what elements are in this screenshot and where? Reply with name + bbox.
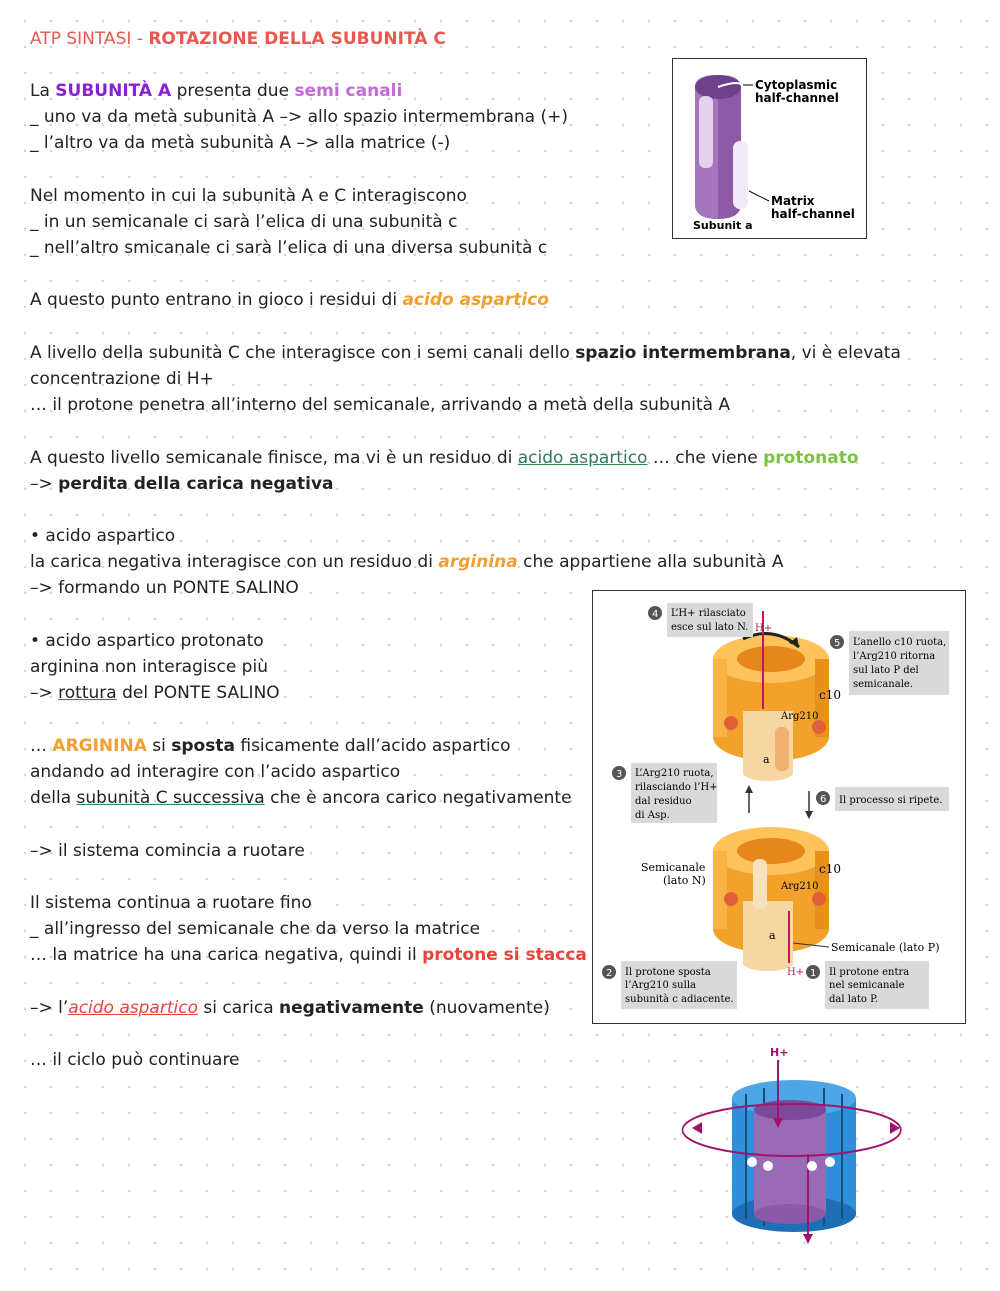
text-line: A questo livello semicanale finisce, ma vi è un residuo di acido aspartico … che viene protonato: [30, 448, 859, 468]
step-2-text-2: l’Arg210 sulla: [625, 980, 696, 991]
step-3-text-3: dal residuo: [635, 796, 692, 807]
text-line: _ l’altro va da metà subunità A –> alla matrice (-): [30, 133, 451, 153]
c-ring-rotation-figure: [592, 590, 966, 1024]
arg-label-bottom: Arg210: [781, 881, 819, 892]
subunit-a-label: Subunit a: [693, 219, 753, 232]
semicanale-n-label: Semicanale: [641, 861, 706, 874]
text-line: A questo punto entrano in gioco i residui di acido aspartico: [30, 290, 549, 310]
text-line: arginina non interagisce più: [30, 657, 268, 677]
c10-label-top: c10: [819, 688, 841, 702]
rotating-ring-figure: [672, 1044, 912, 1249]
step-3-text-2: rilasciando l’H+: [635, 782, 718, 793]
text-line: _ nell’altro smicanale ci sarà l’elica di una diversa subunità c: [30, 238, 548, 258]
arg-label-top: Arg210: [781, 711, 819, 722]
c10-label-bottom: c10: [819, 862, 841, 876]
text-line: … ARGININA si sposta fisicamente dall’acido aspartico: [30, 736, 511, 756]
step-3-text: L’Arg210 ruota,: [635, 768, 714, 779]
step-6-number: 6: [820, 794, 827, 805]
step-3-text-4: di Asp.: [635, 810, 670, 821]
rotating-ring-diagram: [672, 1044, 912, 1249]
text-line: –> l’acido aspartico si carica negativamente (nuovamente): [30, 998, 550, 1018]
step-1-text: Il protone entra: [829, 967, 910, 978]
text-line: … il ciclo può continuare: [30, 1050, 240, 1070]
step-4-text-2: esce sul lato N.: [671, 622, 749, 633]
text-line: La SUBUNITÀ A presenta due semi canali: [30, 81, 403, 101]
cytoplasmic-label-2: half-channel: [755, 91, 839, 105]
text-line: della subunità C successiva che è ancora carico negativamente: [30, 788, 572, 808]
page-title: ATP SINTASI - ROTAZIONE DELLA SUBUNITÀ C: [30, 29, 446, 49]
text-line: Nel momento in cui la subunità A e C interagiscono: [30, 186, 467, 206]
step-5-text-2: l’Arg210 ritorna: [853, 651, 936, 662]
text-line: … la matrice ha una carica negativa, quindi il protone si stacca: [30, 945, 587, 965]
step-2-text: Il protone sposta: [625, 967, 711, 978]
text-line: _ in un semicanale ci sarà l’elica di una subunità c: [30, 212, 458, 232]
text-line: –> rottura del PONTE SALINO: [30, 683, 280, 703]
h-label-bottom: H+: [787, 967, 805, 978]
c10-ring-bottom: [713, 827, 829, 971]
step-4-text: L’H+ rilasciato: [671, 608, 746, 619]
h-plus-label: H+: [770, 1046, 789, 1059]
text-line: _ all’ingresso del semicanale che da verso la matrice: [30, 919, 481, 939]
subunit-a-figure: [672, 58, 867, 239]
bullet-item: • acido aspartico protonato: [30, 631, 264, 651]
bullet-item: • acido aspartico: [30, 526, 176, 546]
text-line: Il sistema continua a ruotare fino: [30, 893, 312, 913]
text-line: –> perdita della carica negativa: [30, 474, 334, 494]
text-line: concentrazione di H+: [30, 369, 214, 389]
step-6-text: Il processo si ripete.: [839, 795, 943, 806]
step-5-text-4: semicanale.: [853, 679, 913, 690]
c-ring-rotation-diagram: [593, 591, 965, 1023]
step-5-text-3: sul lato P del: [853, 665, 919, 676]
step-3-number: 3: [616, 769, 623, 780]
a-label-bottom: a: [769, 929, 776, 942]
step-1-text-3: dal lato P.: [829, 994, 878, 1005]
step-2-text-3: subunità c adiacente.: [625, 994, 734, 1005]
h-label-top: H+: [755, 623, 773, 634]
step-5-number: 5: [834, 638, 841, 649]
a-label-top: a: [763, 753, 770, 766]
step-4-number: 4: [652, 609, 659, 620]
step-1-text-2: nel semicanale: [829, 980, 905, 991]
semicanale-p-label: Semicanale (lato P): [831, 941, 940, 954]
step-5-text: L’anello c10 ruota,: [853, 637, 947, 648]
semicanale-n-label-2: (lato N): [663, 874, 706, 887]
matrix-label: Matrix: [771, 194, 815, 208]
cytoplasmic-label: Cytoplasmic: [755, 78, 838, 92]
text-line: andando ad interagire con l’acido aspartico: [30, 762, 401, 782]
text-line: _ uno va da metà subunità A –> allo spazio intermembrana (+): [30, 107, 568, 127]
text-line: la carica negativa interagisce con un residuo di arginina che appartiene alla subunità A: [30, 552, 784, 572]
text-line: A livello della subunità C che interagisce con i semi canali dello spazio intermembrana, vi è elevata: [30, 343, 901, 363]
step-1-number: 1: [810, 968, 817, 979]
text-line: –> il sistema comincia a ruotare: [30, 841, 305, 861]
subunit-a-diagram: [673, 59, 866, 238]
text-line: … il protone penetra all’interno del semicanale, arrivando a metà della subunità A: [30, 395, 731, 415]
text-line: –> formando un PONTE SALINO: [30, 578, 299, 598]
matrix-label-2: half-channel: [771, 207, 855, 221]
step-2-number: 2: [606, 968, 613, 979]
